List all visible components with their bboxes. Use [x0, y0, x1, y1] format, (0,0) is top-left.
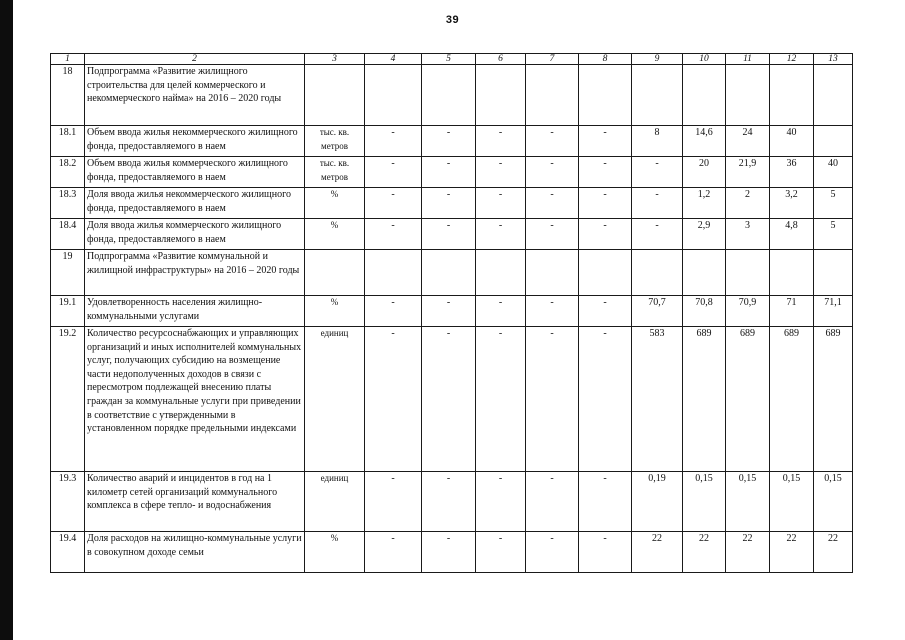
header-cell: 7 — [526, 54, 579, 65]
value-cell: - — [476, 532, 526, 573]
value-cell: - — [422, 219, 476, 250]
value-cell: - — [579, 219, 632, 250]
value-cell: 0,15 — [814, 472, 853, 532]
value-cell — [476, 65, 526, 126]
table-row — [51, 126, 853, 157]
value-cell: 71 — [770, 296, 814, 327]
value-cell — [726, 250, 770, 296]
row-number: 18 — [51, 65, 85, 126]
value-cell: 20 — [683, 157, 726, 188]
value-cell: 8 — [632, 126, 683, 157]
value-cell: - — [422, 188, 476, 219]
table-row — [51, 219, 853, 250]
unit-cell — [305, 65, 365, 126]
value-cell: 22 — [726, 532, 770, 573]
value-cell: 2 — [726, 188, 770, 219]
indicator-name: Количество аварий и инцидентов в год на 1 километр сетей организаций коммунального комплекса в сфере тепло- и водоснабжения — [85, 472, 305, 532]
unit-cell: тыс. кв. метров — [305, 126, 365, 157]
value-cell: - — [526, 157, 579, 188]
table-row — [51, 65, 853, 126]
value-cell: 22 — [632, 532, 683, 573]
header-cell: 11 — [726, 54, 770, 65]
value-cell: - — [476, 296, 526, 327]
value-cell: - — [476, 219, 526, 250]
value-cell: 71,1 — [814, 296, 853, 327]
indicator-name: Доля ввода жилья некоммерческого жилищного фонда, предоставляемого в наем — [85, 188, 305, 219]
value-cell: 689 — [814, 327, 853, 472]
value-cell: - — [579, 472, 632, 532]
header-row — [51, 54, 853, 65]
row-number: 19.2 — [51, 327, 85, 472]
value-cell: - — [476, 327, 526, 472]
row-number: 18.1 — [51, 126, 85, 157]
value-cell: 0,15 — [726, 472, 770, 532]
value-cell — [770, 65, 814, 126]
value-cell — [814, 65, 853, 126]
value-cell: - — [365, 219, 422, 250]
header-cell: 2 — [85, 54, 305, 65]
value-cell — [683, 65, 726, 126]
indicators-table — [50, 53, 853, 573]
value-cell: 0,19 — [632, 472, 683, 532]
header-cell: 1 — [51, 54, 85, 65]
value-cell: - — [579, 296, 632, 327]
indicator-name: Доля ввода жилья коммерческого жилищного фонда, предоставляемого в наем — [85, 219, 305, 250]
row-number: 18.3 — [51, 188, 85, 219]
value-cell: - — [365, 296, 422, 327]
indicator-name: Подпрограмма «Развитие коммунальной и жилищной инфраструктуры» на 2016 – 2020 годы — [85, 250, 305, 296]
indicator-name: Удовлетворенность населения жилищно-коммунальными услугами — [85, 296, 305, 327]
value-cell — [579, 65, 632, 126]
value-cell: - — [476, 472, 526, 532]
value-cell: - — [365, 126, 422, 157]
value-cell — [476, 250, 526, 296]
value-cell: - — [365, 157, 422, 188]
value-cell: 40 — [770, 126, 814, 157]
value-cell: - — [365, 472, 422, 532]
value-cell: - — [632, 219, 683, 250]
row-number: 19.1 — [51, 296, 85, 327]
table-row — [51, 250, 853, 296]
header-cell: 8 — [579, 54, 632, 65]
value-cell — [526, 250, 579, 296]
value-cell: 689 — [683, 327, 726, 472]
value-cell: - — [422, 296, 476, 327]
value-cell: 689 — [726, 327, 770, 472]
value-cell: - — [579, 157, 632, 188]
value-cell: - — [476, 188, 526, 219]
value-cell: 40 — [814, 157, 853, 188]
indicator-name: Доля расходов на жилищно-коммунальные услуги в совокупном доходе семьи — [85, 532, 305, 573]
value-cell — [526, 65, 579, 126]
value-cell — [683, 250, 726, 296]
unit-cell: % — [305, 296, 365, 327]
value-cell: 5 — [814, 188, 853, 219]
value-cell — [632, 250, 683, 296]
value-cell: 24 — [726, 126, 770, 157]
value-cell: - — [365, 188, 422, 219]
header-cell: 3 — [305, 54, 365, 65]
value-cell: - — [526, 296, 579, 327]
value-cell: 2,9 — [683, 219, 726, 250]
value-cell — [365, 65, 422, 126]
value-cell: 36 — [770, 157, 814, 188]
value-cell: 22 — [814, 532, 853, 573]
value-cell — [422, 250, 476, 296]
value-cell: 14,6 — [683, 126, 726, 157]
value-cell: - — [526, 188, 579, 219]
header-cell: 5 — [422, 54, 476, 65]
value-cell: - — [422, 532, 476, 573]
unit-cell: единиц — [305, 327, 365, 472]
value-cell: - — [476, 126, 526, 157]
value-cell: 689 — [770, 327, 814, 472]
value-cell: - — [632, 157, 683, 188]
value-cell: - — [422, 126, 476, 157]
value-cell: - — [422, 157, 476, 188]
table-row — [51, 532, 853, 573]
value-cell: - — [476, 157, 526, 188]
value-cell — [726, 65, 770, 126]
header-cell: 9 — [632, 54, 683, 65]
scan-edge-bar — [0, 0, 13, 640]
value-cell: - — [365, 327, 422, 472]
page-number: 39 — [445, 14, 460, 26]
value-cell: 1,2 — [683, 188, 726, 219]
value-cell — [632, 65, 683, 126]
table-row — [51, 188, 853, 219]
value-cell: - — [422, 472, 476, 532]
indicator-name: Подпрограмма «Развитие жилищного строительства для целей коммерческого и некоммерческого найма» на 2016 – 2020 годы — [85, 65, 305, 126]
value-cell: - — [632, 188, 683, 219]
unit-cell: % — [305, 219, 365, 250]
value-cell: - — [579, 188, 632, 219]
value-cell: 5 — [814, 219, 853, 250]
table-row — [51, 327, 853, 472]
table-row — [51, 157, 853, 188]
table-row — [51, 296, 853, 327]
value-cell: 3,2 — [770, 188, 814, 219]
value-cell — [365, 250, 422, 296]
value-cell: - — [526, 126, 579, 157]
value-cell: - — [365, 532, 422, 573]
indicator-name: Объем ввода жилья коммерческого жилищного фонда, предоставляемого в наем — [85, 157, 305, 188]
unit-cell: тыс. кв. метров — [305, 157, 365, 188]
unit-cell: единиц — [305, 472, 365, 532]
indicator-name: Объем ввода жилья некоммерческого жилищного фонда, предоставляемого в наем — [85, 126, 305, 157]
value-cell: - — [579, 126, 632, 157]
value-cell — [814, 126, 853, 157]
value-cell: 0,15 — [770, 472, 814, 532]
value-cell: 3 — [726, 219, 770, 250]
table-row — [51, 472, 853, 532]
value-cell: 22 — [683, 532, 726, 573]
value-cell — [579, 250, 632, 296]
value-cell: - — [526, 219, 579, 250]
header-cell: 10 — [683, 54, 726, 65]
value-cell: 21,9 — [726, 157, 770, 188]
row-number: 18.2 — [51, 157, 85, 188]
row-number: 19 — [51, 250, 85, 296]
unit-cell: % — [305, 532, 365, 573]
value-cell: 4,8 — [770, 219, 814, 250]
value-cell: 70,9 — [726, 296, 770, 327]
value-cell: 22 — [770, 532, 814, 573]
value-cell — [422, 65, 476, 126]
row-number: 18.4 — [51, 219, 85, 250]
value-cell: 70,8 — [683, 296, 726, 327]
header-cell: 13 — [814, 54, 853, 65]
value-cell: 0,15 — [683, 472, 726, 532]
header-cell: 12 — [770, 54, 814, 65]
unit-cell: % — [305, 188, 365, 219]
value-cell: - — [579, 327, 632, 472]
row-number: 19.3 — [51, 472, 85, 532]
row-number: 19.4 — [51, 532, 85, 573]
value-cell: - — [526, 532, 579, 573]
value-cell — [814, 250, 853, 296]
indicator-name: Количество ресурсоснабжающих и управляющих организаций и иных исполнителей коммунальных услуг, получающих субсидию на возмещение части недополученных доходов в связи с пересмотром подлежащей внесению платы граждан за коммунальные услуги при приведении в соответствие с утвержденными в установленном порядке предельными индексами — [85, 327, 305, 472]
unit-cell — [305, 250, 365, 296]
value-cell: - — [579, 532, 632, 573]
value-cell: - — [526, 327, 579, 472]
value-cell: - — [526, 472, 579, 532]
value-cell: 583 — [632, 327, 683, 472]
value-cell: 70,7 — [632, 296, 683, 327]
value-cell — [770, 250, 814, 296]
header-cell: 4 — [365, 54, 422, 65]
header-cell: 6 — [476, 54, 526, 65]
value-cell: - — [422, 327, 476, 472]
